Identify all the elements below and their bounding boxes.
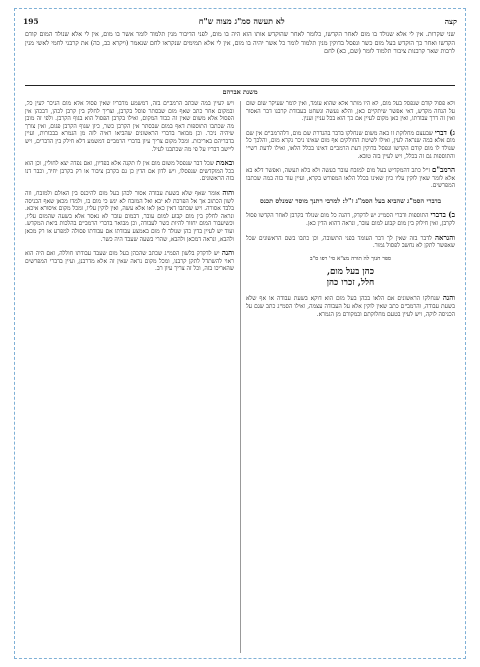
- paragraph-lead: ג) דברי: [434, 127, 455, 137]
- folio-label: קצה: [444, 16, 457, 26]
- paragraph-lead: והנה: [442, 293, 455, 303]
- paragraph-lead: והנראה: [434, 232, 455, 242]
- paragraph-body: לדבר בזה שאין לך דבר העומד בפני התשובה, וכן כתבו בשם הראשונים שכל שאפשר לתקן לא נחשב לפסול גמור.: [246, 235, 455, 250]
- page-title: לא תעשה סמ"ג מצוה ש"ח: [198, 16, 285, 26]
- commentary-column-right: [246, 101, 455, 653]
- paragraph-body: שכל דבר שנפסל משום מום אין לו תקנה אלא בפדיון, ואם נפדה יצא לחולין, וכן הוא בכל המוקדשים שנפסלו, ויש לדון אם הדין כן גם בקרבן ציבור או רק בקרבן יחיד, וכבר דנו בזה הראשונים.: [25, 161, 234, 183]
- paragraph: ויש לעיין במה שכתב הרמב"ם בזה, דמשמע מדבריו שאין פסול אלא מום הניכר לעין כל, ובמקום אחר כתב שאף מום שבסתר פוסל בקרבן, וצריך לחלק בין קרבן לכהן, דבכהן אין הפסול אלא משום שאין זה כבוד המקום, ואילו בקרבן הפסול הוא בגוף הקרבן. ולפי זה מובן מה שכתבו התוספות דאף במום שבסתר אין הקרבן כשר, כיון שגוף הקרבן פגום, ואין צורך שיהיה ניכר. וכן מבואר בדברי הראשונים שהביאו ראיה לזה מן הגמרא בבכורות, ועיין בדבריהם באריכות. ומכל מקום צריך עיון בדברי הרמב"ם דמשמע דלא חילק בין הדברים, ויש ליישב דבריו על פי מה שכתבנו לעיל.: [25, 101, 234, 153]
- page-frame: [14, 8, 466, 659]
- paragraph: [246, 294, 455, 319]
- commentary-column-left: [25, 101, 234, 653]
- column-divider: [240, 101, 241, 653]
- paragraph: [246, 211, 455, 228]
- paragraph-body: שבעצם מחלוקת זו באה משום שנחלקו בדבר בהגדרת שם מום, דלהרמב"ם אין שם מום אלא במה שנראה לעין, ואילו לשיטת החולקים אף מום שאינו ניכר נקרא מום, והלכך כל שנולד לו מום קודם הקדשו ונפסל בדוקין דעת הרמב"ם דאינו בכלל הלאו, ואילו לדעת רש"י והתוספות גם זה בכלל, ויש לעיין בזה טובא.: [246, 130, 455, 160]
- paragraph: [25, 159, 234, 184]
- page-header: [23, 14, 457, 28]
- paragraph-lead: הרמב"ם: [431, 165, 455, 175]
- paragraph-lead: והנה: [221, 248, 234, 258]
- commentary-title: משנת אברהם: [222, 88, 258, 96]
- paragraph-lead: ובאמת: [215, 158, 234, 168]
- section-divider: [25, 85, 455, 86]
- paragraph-body: ז"ל כתב דהמקדיש בעל מום למזבח עובר בעשה ולא בלא תעשה, ואפשר דלא בא אלא לומר שאין לוקין עליו כיון שאינו בכלל הלאו המפורש בקרא, ועיין עוד בזה במה שכתבו המפרשים.: [246, 168, 455, 190]
- section-heading: בדברי הסמ"ג שהביא בעל הסמ"ג ז"ל: למרבי רתנך מוסר שמנלס תכנס: [259, 196, 442, 205]
- paragraph-lead: ב) בדברי: [430, 210, 455, 220]
- paragraph: [246, 166, 455, 191]
- source-reference: ספר חנוך לה תורה מצ"א סי' רפו ס"ב: [309, 255, 392, 262]
- paragraph-body: התוספות ודברי הסמ"ג יש לדקדק, דהנה כל מום שנולד בקרבן לאחר הקדשו פסול לקרבן, ואין חילוק בין מום קבוע למום עובר, ונראה דהוא הדין כאן.: [246, 213, 455, 227]
- paragraph: [246, 234, 455, 251]
- paragraph-lead: והוה: [222, 187, 234, 197]
- paragraph-body: אומר שאף שלא בשעת עבודה אסור לכהן בעל מום להיכנס בין האולם ולמזבח, וזה לשון הכתוב אך אל הפרכת לא יבא ואל המזבח לא יגש כי מום בו, ולמדו מכאן שאף הכניסה בלבד אסורה. ויש שכתבו דאין כאן לאו אלא עשה, ואין לוקין עליו, ומכל מקום איסורא איכא. ונראה לחלק בין מום קבוע למום עובר, דבמום עובר לא נאסר אלא בשעה שהמום עליו, וכשיעבור המום יחזור להיות כשר לעבודה, וכן מבואר בדברי הרמב"ם בהלכות ביאת המקדש. ועוד יש לעיין בדין כהן שנולד לו מום באמצע עבודתו אם עבודתו פסולה למפרע או רק מכאן ולהבא, ונראה דמכאן ולהבא, שהרי בשעה שעבד היה כשר.: [25, 190, 234, 243]
- page-number: 195: [23, 16, 39, 26]
- paragraph: [25, 249, 234, 274]
- paragraph-body: יש לדקדק בלשון הסמ"ג שכתב שהכהן בעל מום שעבד עבודתו חוללה, ואם היה הוא ראוי להשתדל לתקן קרבנו, ומכל מקום נראה שאין זה אלא מדרבנן, ועיין בדברי המפרשים שהאריכו בזה, וכל זה צריך עיון רב.: [25, 251, 234, 273]
- paragraph-body: שנחלקו הראשונים אם הלאו בכהן בעל מום הוא דוקא בשעת עבודה או אף שלא בשעת עבודה, והרמב"ם כתב שאין לוקין אלא על העבודה עצמה, ואילו הסמ"ג כתב שגם על הכניסה לוקה, ויש לעיין בטעם מחלוקתם ובמקורם מן הגמרא.: [246, 296, 455, 318]
- topic-heading: כהן בעל מום, חלל, זכרו כהן: [326, 267, 375, 288]
- paragraph: [25, 189, 234, 244]
- main-text: שני שקרות. אין לי אלא שנולד בו מום לאחר הקדשו, כלומר לאחר שהוקדש אותו הוא היה בו מום, לפני הדיבור מנין תלמוד לומר אשר בו מום, אין לי אלא שנולד המום קודם הקדשו ואחר כך הוקדש בעל מום כשר ונפסל בדוקין מנין תלמוד לומר כל אשר יהיה בו מום, אין לי אלא תמימים שנקראו לחם שנאמר (ויקרא כב, כה) את קרבני לחמי לאשי מנין לרבות שאר קרבנות ציבור תלמוד לומר (שם, כא) לחם: [25, 31, 455, 56]
- paragraph: ולא פסול קודם שנפסל בעל מום, לא היו מותר אלא שהוא עומד, ואין לומר שעיקר שום שום על הנחה מקדש, דאי אפשר שיתקיים כאן, והלא נעשה ונשחט בעבודת קרבנו דבר האסור ואין זה דרך עבודתו, ואין כאן מקום לעיין אם כך הוא בכל עניין וענין.: [246, 101, 455, 123]
- paragraph: [246, 129, 455, 161]
